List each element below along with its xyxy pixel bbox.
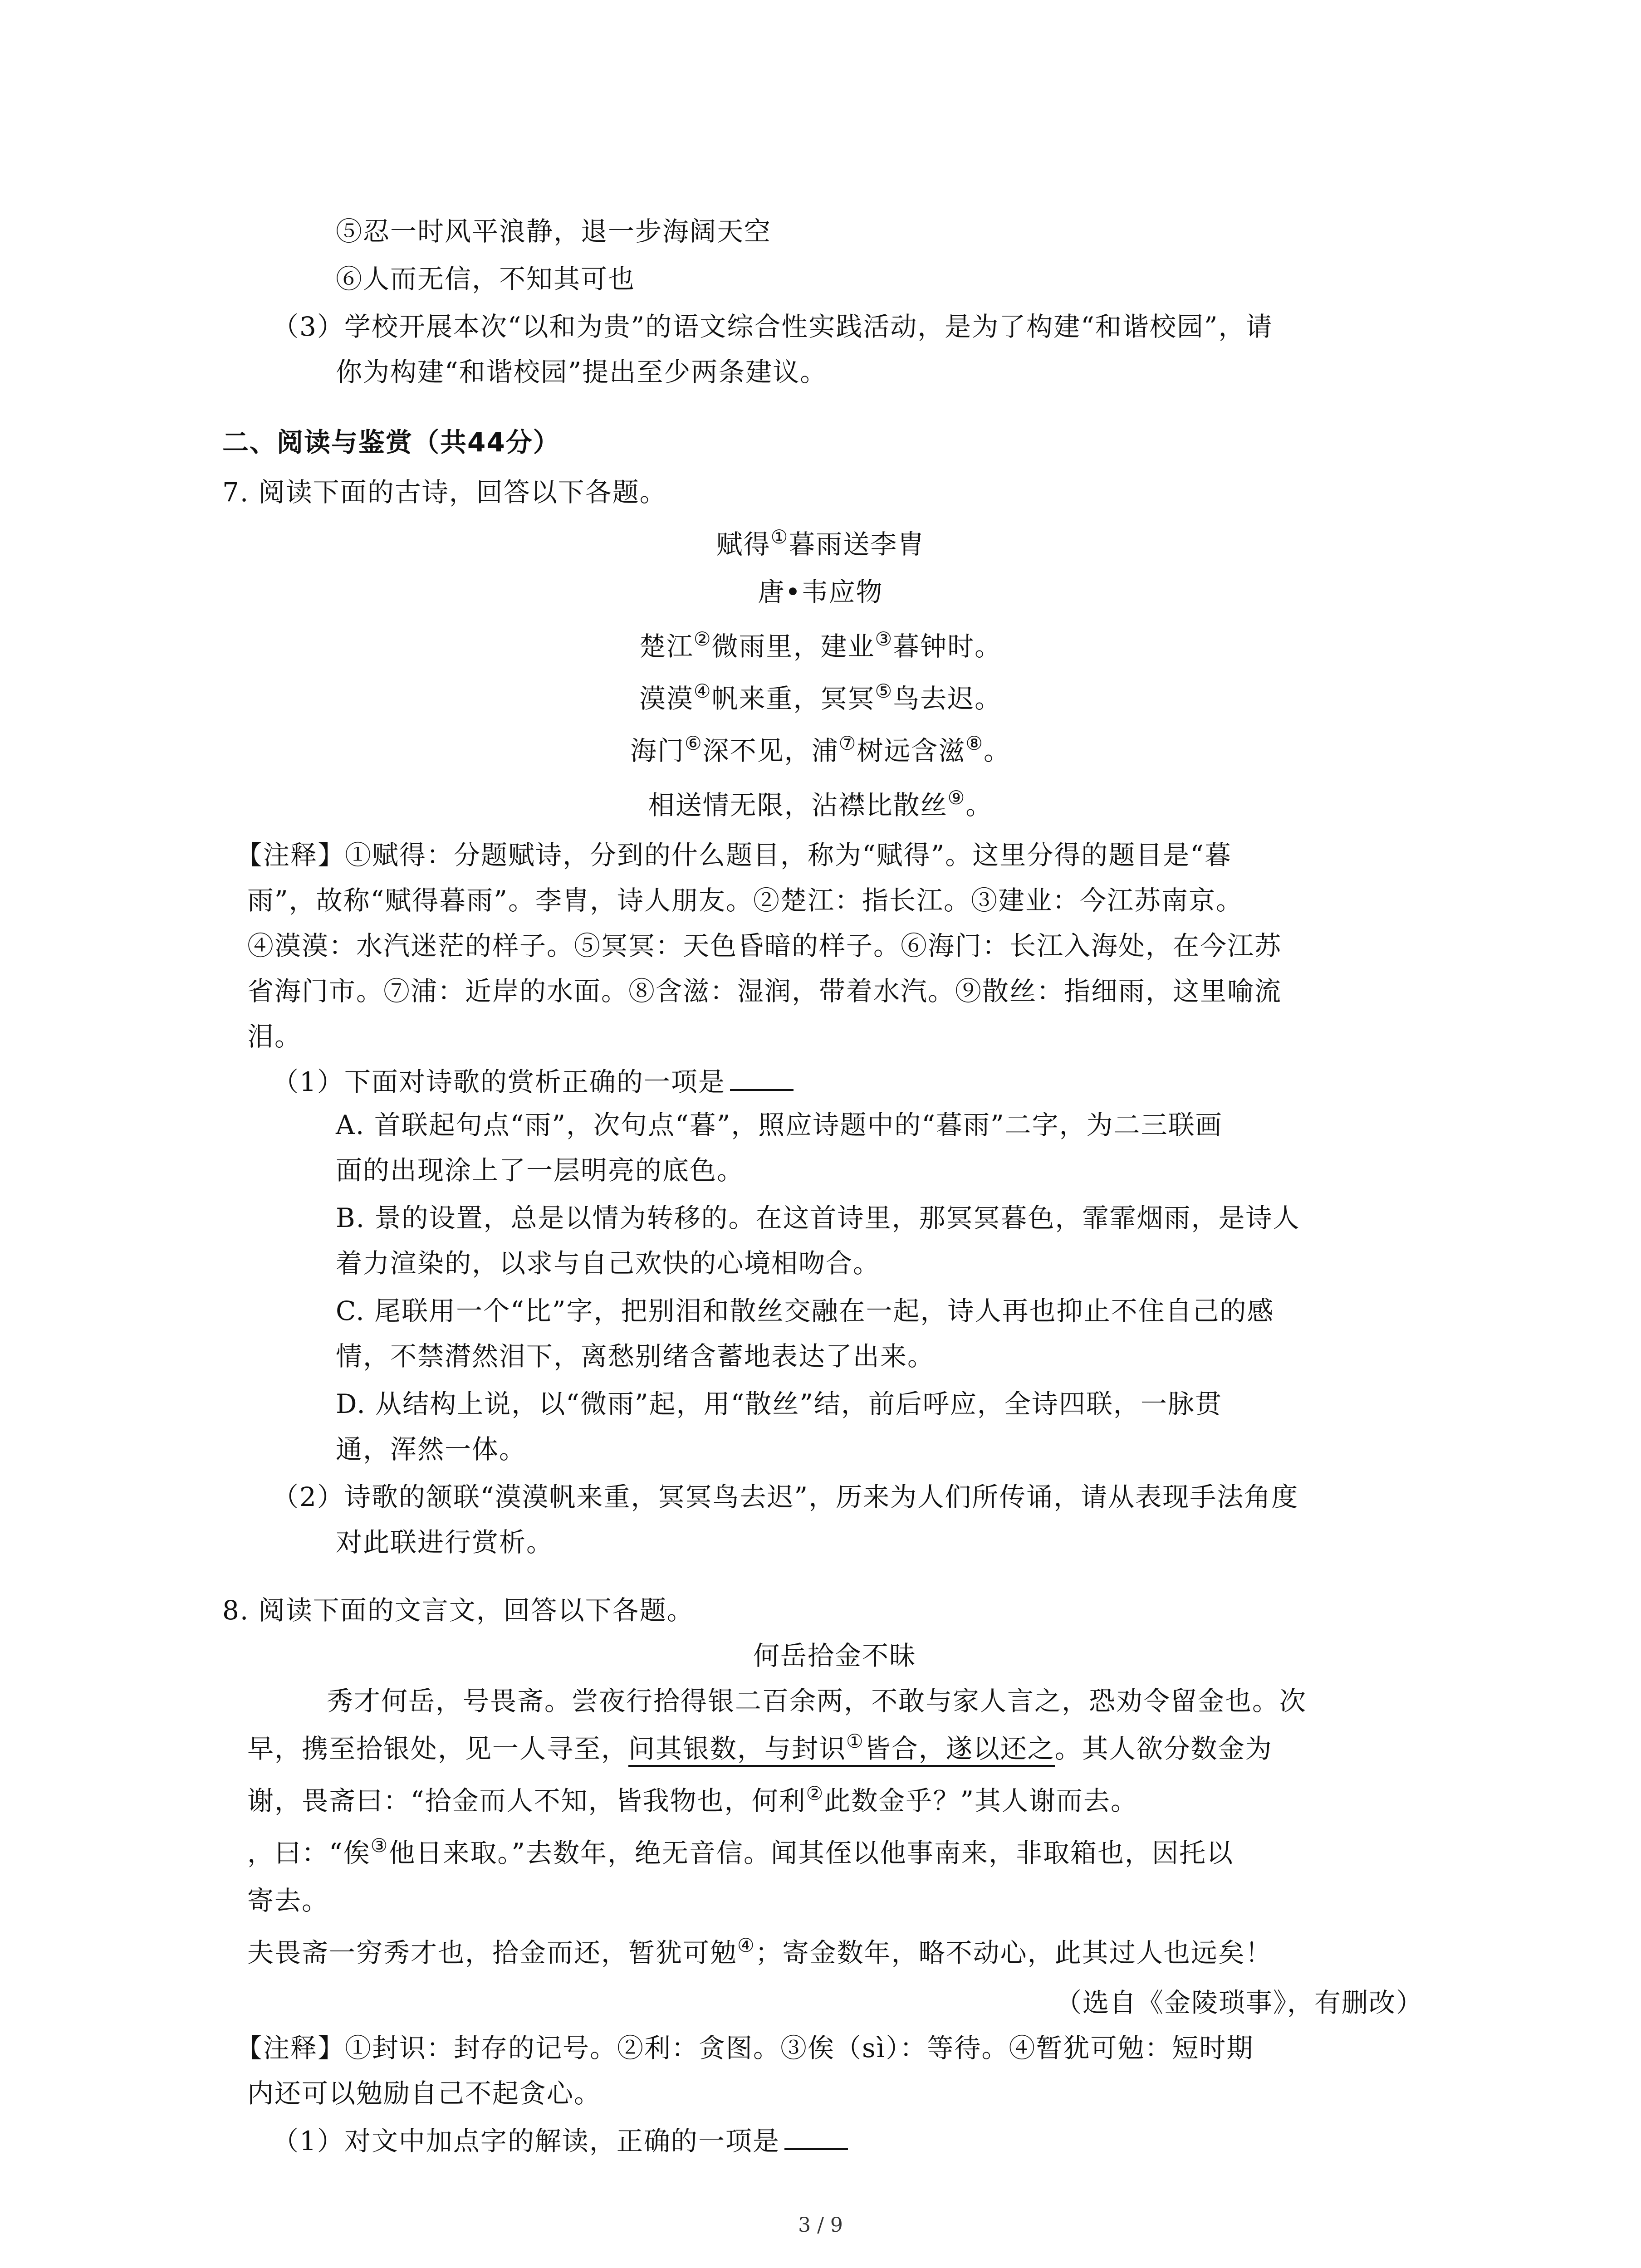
question-7-intro: 7. 阅读下面的古诗，回答以下各题。: [222, 477, 667, 508]
option-c-line2: 情，不禁潸然泪下，离愁别绪含蓄地表达了出来。: [336, 1341, 935, 1372]
passage-source: （选自《金陵琐事》，有删改）: [1055, 1987, 1423, 2018]
poem-notes-line5: 泪。: [247, 1021, 302, 1052]
passage-title: 何岳拾金不昧: [753, 1640, 917, 1671]
question-3-line1: （3）学校开展本次“以和为贵”的语文综合性实践活动，是为了构建“和谐校园”，请: [272, 311, 1273, 342]
passage-p3-line1: 夫畏斋一穷秀才也，拾金而还，暂犹可勉④；寄金数年，略不动心，此其过人也远矣！: [247, 1934, 1273, 1968]
option-b-line1: B. 景的设置，总是以情为转移的。在这首诗里，那冥冥暮色，霏霏烟雨，是诗人: [336, 1202, 1300, 1233]
poem-line-3: 海门⑥深不见，浦⑦树远含滋⑧。: [630, 732, 1011, 766]
question-3-line2: 你为构建“和谐校园”提出至少两条建议。: [336, 357, 828, 387]
passage-p1-line2: 早，携至拾银处，见一人寻至，问其银数，与封识①皆合，遂以还之。其人欲分数金为: [247, 1730, 1273, 1767]
passage-p1-line1: 秀才何岳，号畏斋。尝夜行拾得银二百余两，不敢与家人言之，恐劝令留金也。次: [327, 1686, 1307, 1716]
poem-notes-line4: 省海门市。⑦浦：近岸的水面。⑧含滋：湿润，带着水汽。⑨散丝：指细雨，这里喻流: [247, 976, 1282, 1007]
option-a-line2: 面的出现涂上了一层明亮的底色。: [336, 1155, 745, 1186]
passage-notes-line2: 内还可以勉励自己不起贪心。: [247, 2078, 602, 2109]
option-b-line2: 着力渲染的，以求与自己欢快的心境相吻合。: [336, 1248, 881, 1279]
passage-notes-line1: 【注释】①封识：封存的记号。②利：贪图。③俟（sì）：等待。④暂犹可勉：短时期: [236, 2033, 1254, 2063]
poem-notes-line2: 雨”，故称“赋得暮雨”。李胄，诗人朋友。②楚江：指长江。③建业：今江苏南京。: [247, 885, 1243, 916]
passage-p2-line2: 寄去。: [247, 1885, 329, 1916]
answer-blank[interactable]: [784, 2123, 848, 2150]
question-7-2-line2: 对此联进行赏析。: [336, 1527, 554, 1558]
option-a-line1: A. 首联起句点“雨”，次句点“暮”，照应诗题中的“暮雨”二字，为二三联画: [336, 1110, 1223, 1140]
page-number: 3 / 9: [798, 2214, 843, 2237]
option-d-line2: 通，浑然一体。: [336, 1434, 527, 1465]
option-d-line1: D. 从结构上说，以“微雨”起，用“散丝”结，前后呼应，全诗四联，一脉贯: [336, 1388, 1222, 1419]
question-7-2-line1: （2）诗歌的颔联“漠漠帆来重，冥冥鸟去迟”，历来为人们所传诵，请从表现手法角度: [272, 1481, 1299, 1512]
section-heading: 二、阅读与鉴赏（共44分）: [222, 427, 560, 458]
passage-p1-line3: 谢，畏斋曰：“拾金而人不知，皆我物也，何利②此数金乎？”其人谢而去。: [247, 1782, 1138, 1816]
poem-line-4: 相送情无限，沾襟比散丝⑨。: [648, 787, 993, 821]
poem-author: 唐•韦应物: [758, 577, 883, 607]
poem-line-1: 楚江②微雨里，建业③暮钟时。: [639, 628, 1002, 662]
passage-p2-line1: ，曰：“俟③他日来取。”去数年，绝无音信。闻其侄以他事南来，非取箱也，因托以: [247, 1834, 1234, 1868]
answer-blank[interactable]: [730, 1064, 794, 1091]
list-item-6: ⑥人而无信，不知其可也: [336, 264, 636, 294]
poem-line-2: 漠漠④帆来重，冥冥⑤鸟去迟。: [639, 680, 1002, 714]
question-8-intro: 8. 阅读下面的文言文，回答以下各题。: [222, 1595, 694, 1626]
question-7-1: （1）下面对诗歌的赏析正确的一项是: [272, 1064, 794, 1100]
underlined-sentence: 问其银数，与封识①皆合，遂以还之: [628, 1733, 1055, 1767]
poem-notes-line1: 【注释】①赋得：分题赋诗，分到的什么题目，称为“赋得”。这里分得的题目是“暮: [236, 840, 1232, 870]
option-c-line1: C. 尾联用一个“比”字，把别泪和散丝交融在一起，诗人再也抑止不住自己的感: [336, 1295, 1274, 1326]
poem-notes-line3: ④漠漠：水汽迷茫的样子。⑤冥冥：天色昏暗的样子。⑥海门：长江入海处，在今江苏: [247, 930, 1282, 961]
list-item-5: ⑤忍一时风平浪静，退一步海阔天空: [336, 216, 772, 247]
question-8-1: （1）对文中加点字的解读，正确的一项是: [272, 2123, 848, 2159]
poem-title: 赋得①暮雨送李胄: [716, 526, 925, 560]
